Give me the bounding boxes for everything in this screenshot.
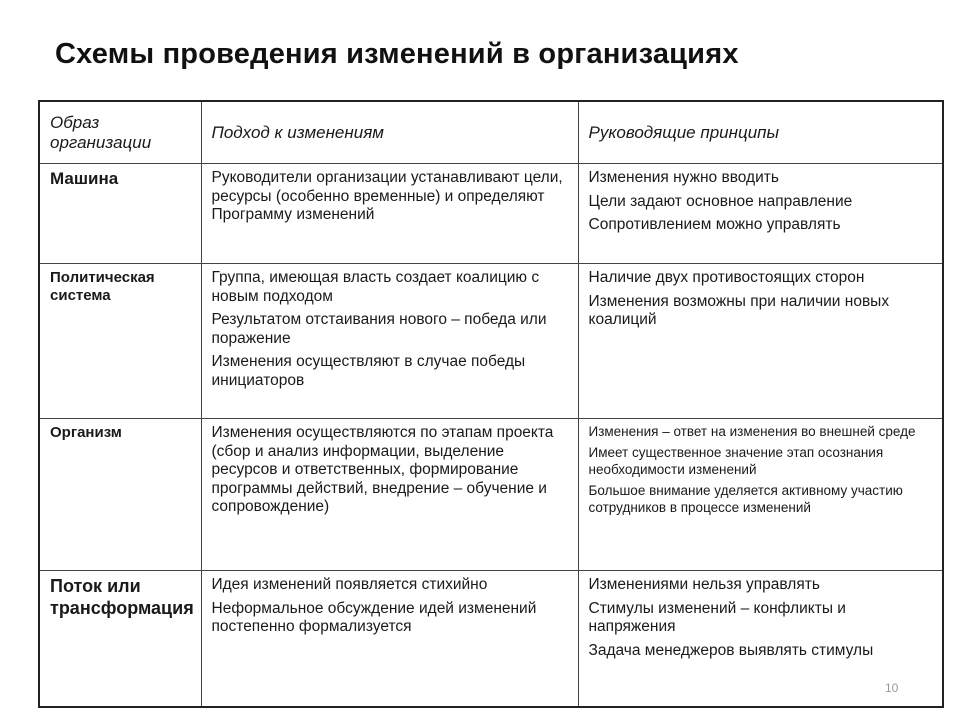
- approach-cell: [201, 264, 578, 419]
- approach-cell: [201, 164, 578, 264]
- slide-title: Схемы проведения изменений в организациях: [55, 38, 739, 70]
- principle-text: Наличие двух противостоящих сторон: [588, 269, 865, 286]
- approach-cell: [201, 419, 578, 571]
- principle-text: Изменения нужно вводить: [588, 169, 779, 186]
- principle-text: Большое внимание уделяется активному участию сотрудников в процессе изменений: [588, 482, 903, 515]
- approach-text: Идея изменений появляется стихийно: [211, 576, 488, 593]
- table-header-row: [39, 101, 943, 164]
- changes-table: [38, 100, 944, 708]
- table-row-organism: [39, 419, 943, 571]
- approach-text: Группа, имеющая власть создает коалицию с новым подходом: [211, 269, 540, 305]
- principle-text: Изменениями нельзя управлять: [588, 576, 820, 593]
- approach-text: Изменения осуществляются по этапам проекта (сбор и анализ информации, выделение ресурсов и ответственных, формирование программы действий, внедрение – обучение и сопровождение): [211, 424, 554, 516]
- principle-text: Задача менеджеров выявлять стимулы: [588, 641, 874, 659]
- approach-text: Результатом отстаивания нового – победа или поражение: [211, 311, 547, 347]
- approach-cell: [201, 571, 578, 708]
- approach-text: Руководители организации устанавливают цели, ресурсы (особенно временные) и определяют Программу изменений: [211, 169, 563, 224]
- org-cell: Политическая система: [39, 264, 201, 419]
- table-row-flow-transformation: [39, 571, 943, 708]
- header-principles: Руководящие принципы: [578, 101, 943, 164]
- principle-text: Изменения – ответ на изменения во внешней среде: [588, 424, 916, 439]
- principle-text: Имеет существенное значение этап осознания необходимости изменений: [588, 444, 884, 477]
- table-row-political-system: [39, 264, 943, 419]
- principle-text: Стимулы изменений – конфликты и напряжения: [588, 599, 846, 636]
- header-approach: Подход к изменениям: [201, 101, 578, 164]
- changes-table-container: [38, 100, 942, 708]
- principle-text: Цели задают основное направление: [588, 192, 853, 210]
- header-organization-image: Образ организации: [39, 101, 201, 164]
- org-cell: Машина: [39, 164, 201, 264]
- org-cell: Организм: [39, 419, 201, 571]
- page-number: 10: [885, 681, 899, 695]
- table-row-machine: [39, 164, 943, 264]
- principles-cell: [578, 419, 943, 571]
- org-cell: Поток или трансформация: [39, 571, 201, 708]
- principle-text: Изменения возможны при наличии новых коалиций: [588, 292, 890, 329]
- principles-cell: [578, 164, 943, 264]
- principles-cell: [578, 264, 943, 419]
- approach-text: Изменения осуществляют в случае победы инициаторов: [211, 353, 526, 389]
- principle-text: Сопротивлением можно управлять: [588, 216, 841, 234]
- approach-text: Неформальное обсуждение идей изменений постепенно формализуется: [211, 599, 537, 636]
